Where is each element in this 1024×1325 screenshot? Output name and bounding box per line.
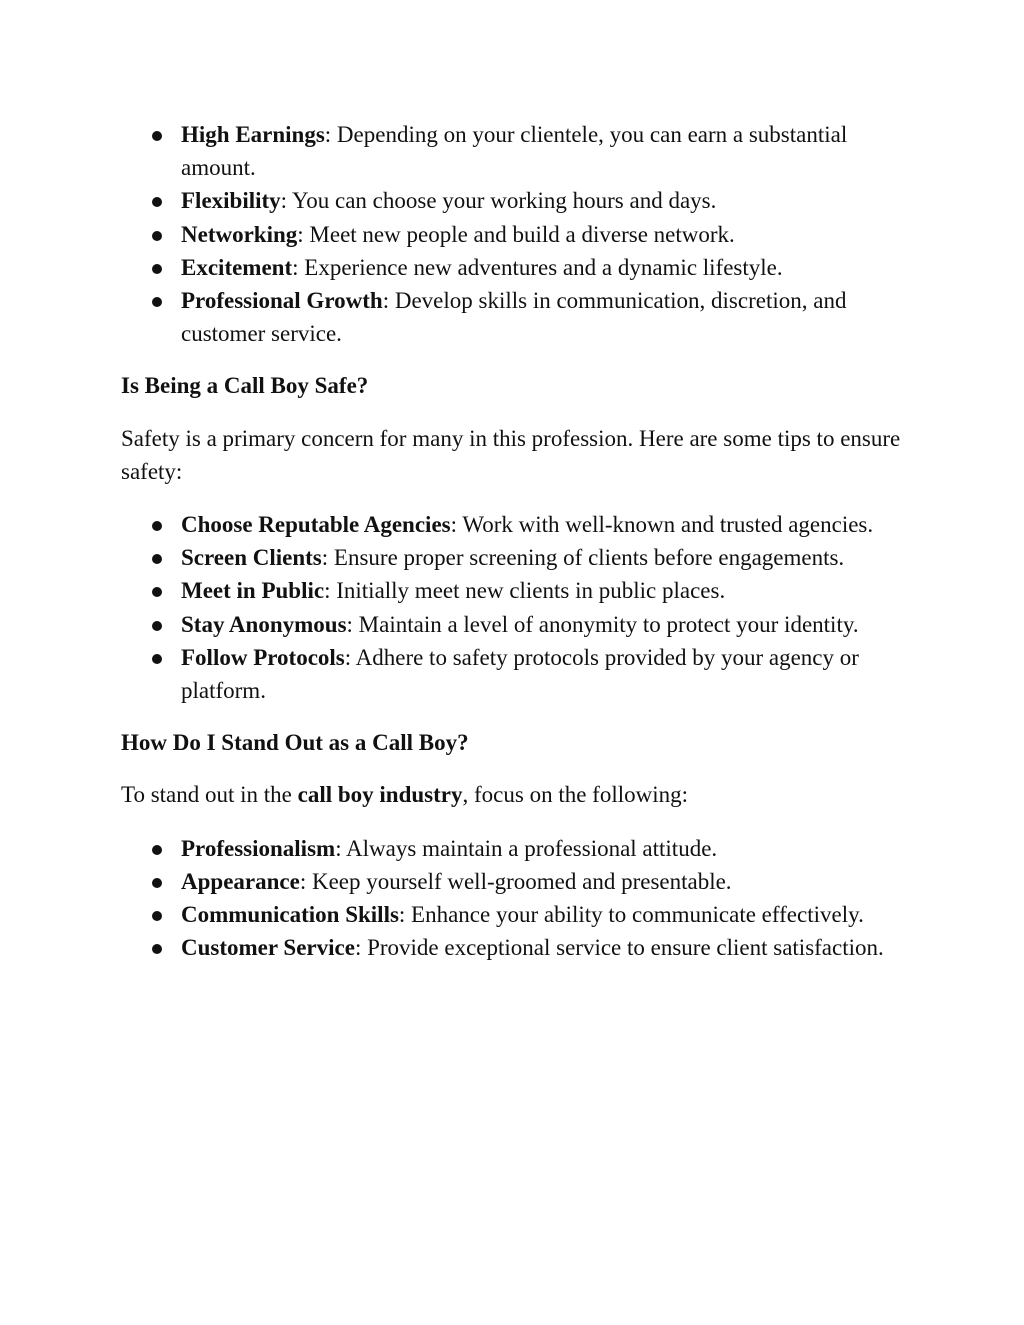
- safety-tips-list: [121, 508, 911, 707]
- bullet-icon: [152, 911, 162, 921]
- list-item: [121, 508, 911, 541]
- list-item: [121, 118, 911, 184]
- list-item-desc: : Maintain a level of anonymity to protect your identity.: [346, 611, 859, 637]
- list-item-desc: : Provide exceptional service to ensure client satisfaction.: [354, 935, 884, 961]
- list-item-term: Appearance: [181, 868, 300, 894]
- list-item-term: Customer Service: [181, 935, 355, 961]
- standout-intro-paragraph: [121, 778, 911, 811]
- list-item-desc: : Keep yourself well-groomed and presentable.: [299, 868, 732, 894]
- list-item: [121, 284, 911, 350]
- standout-intro-after: , focus on the following:: [462, 782, 688, 808]
- list-item: [121, 865, 911, 898]
- list-item: [121, 931, 911, 964]
- list-item-term: Professional Growth: [181, 288, 383, 314]
- list-item-desc: : Meet new people and build a diverse network.: [297, 221, 735, 247]
- bullet-icon: [152, 878, 162, 888]
- safety-intro-paragraph: Safety is a primary concern for many in this profession. Here are some tips to ensure safety:: [121, 425, 901, 484]
- list-item-term: Excitement: [181, 254, 293, 280]
- bullet-icon: [152, 131, 162, 141]
- bullet-icon: [152, 297, 162, 307]
- list-item-term: Networking: [181, 221, 298, 247]
- list-item-term: Follow Protocols: [181, 644, 345, 670]
- list-item-term: High Earnings: [181, 122, 325, 147]
- list-item: [121, 898, 911, 931]
- standout-list: [121, 832, 911, 965]
- list-item-desc: : You can choose your working hours and days.: [280, 188, 717, 214]
- list-item-desc: : Adhere to safety protocols provided by your agency or platform.: [181, 644, 859, 704]
- list-item-term: Stay Anonymous: [181, 611, 347, 637]
- bullet-icon: [152, 587, 162, 597]
- list-item-desc: : Depending on your clientele, you can earn a substantial amount.: [181, 122, 848, 181]
- list-item-desc: : Develop skills in communication, discretion, and customer service.: [181, 288, 847, 347]
- list-item: [121, 574, 911, 607]
- list-item-desc: : Always maintain a professional attitude.: [335, 835, 718, 861]
- list-item-term: Professionalism: [181, 835, 336, 861]
- bullet-icon: [152, 231, 162, 241]
- list-item: [121, 218, 911, 251]
- document-page: [121, 118, 911, 964]
- bullet-icon: [152, 621, 162, 631]
- list-item-term: Screen Clients: [181, 545, 322, 571]
- section-heading-standout: How Do I Stand Out as a Call Boy?: [121, 730, 469, 756]
- list-item: [121, 641, 911, 707]
- list-item-desc: : Initially meet new clients in public places.: [324, 578, 726, 604]
- benefits-list: [121, 118, 911, 350]
- list-item: [121, 251, 911, 284]
- standout-intro-before: To stand out in the: [121, 782, 298, 808]
- list-item-term: Choose Reputable Agencies: [181, 512, 451, 538]
- list-item-desc: : Experience new adventures and a dynamic lifestyle.: [292, 254, 783, 280]
- list-item-term: Communication Skills: [181, 902, 399, 928]
- list-item: [121, 608, 911, 641]
- list-item-desc: : Ensure proper screening of clients before engagements.: [321, 545, 845, 571]
- list-item-term: Flexibility: [181, 188, 281, 214]
- list-item: [121, 541, 911, 574]
- bullet-icon: [152, 554, 162, 564]
- bullet-icon: [152, 264, 162, 274]
- list-item: [121, 184, 911, 217]
- bullet-icon: [152, 197, 162, 207]
- bullet-icon: [152, 845, 162, 855]
- bullet-icon: [152, 654, 162, 664]
- list-item-desc: : Work with well-known and trusted agencies.: [450, 512, 874, 538]
- list-item: [121, 832, 911, 865]
- bullet-icon: [152, 944, 162, 954]
- list-item-desc: : Enhance your ability to communicate effectively.: [398, 902, 864, 928]
- section-heading-safety: Is Being a Call Boy Safe?: [121, 373, 369, 399]
- bullet-icon: [152, 521, 162, 531]
- standout-intro-strong: call boy industry: [297, 782, 463, 808]
- list-item-term: Meet in Public: [181, 578, 325, 604]
